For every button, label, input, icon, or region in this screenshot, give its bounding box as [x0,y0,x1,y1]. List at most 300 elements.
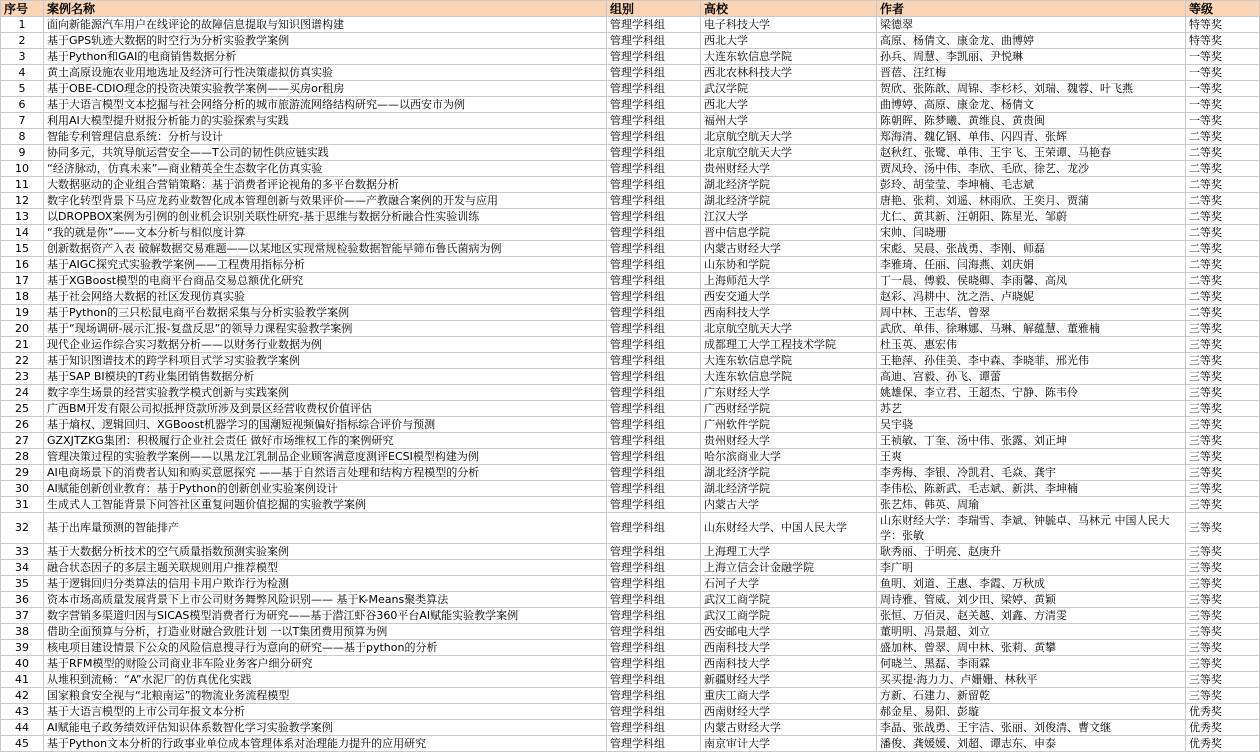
cell-level: 一等奖 [1186,49,1260,65]
cell-school: 贵州财经大学 [701,433,877,449]
cell-group: 管理学科组 [607,321,701,337]
table-row [1,624,1260,640]
table-row [1,417,1260,433]
cell-index: 15 [1,241,44,257]
cell-case-name: 面向新能源汽车用户在线评论的故障信息提取与知识图谱构建 [44,17,607,33]
cell-authors: 董明明、冯景超、刘立 [877,624,1186,640]
cell-school: 内蒙古大学 [701,497,877,513]
cell-level: 三等奖 [1186,608,1260,624]
cell-case-name: 国家粮食安全视与“北粮南运”的物流业务流程模型 [44,688,607,704]
cell-case-name: 基于大语言模型的上市公司年报文本分析 [44,704,607,720]
cell-level: 三等奖 [1186,497,1260,513]
cell-level: 三等奖 [1186,385,1260,401]
table-row [1,433,1260,449]
cell-group: 管理学科组 [607,177,701,193]
cell-school: 贵州财经大学 [701,161,877,177]
cell-authors: 宋彪、吴晨、张战勇、李刚、师磊 [877,241,1186,257]
cell-group: 管理学科组 [607,305,701,321]
cell-group: 管理学科组 [607,688,701,704]
cell-group: 管理学科组 [607,497,701,513]
table-row [1,353,1260,369]
cell-authors: 周中林、王志华、曾翠 [877,305,1186,321]
cell-group: 管理学科组 [607,97,701,113]
cell-index: 32 [1,513,44,544]
table-row [1,193,1260,209]
cell-group: 管理学科组 [607,17,701,33]
cell-group: 管理学科组 [607,449,701,465]
cell-school: 北京航空航天大学 [701,145,877,161]
cell-school: 电子科技大学 [701,17,877,33]
cell-index: 38 [1,624,44,640]
table-row [1,560,1260,576]
cell-index: 22 [1,353,44,369]
cell-index: 16 [1,257,44,273]
cell-group: 管理学科组 [607,592,701,608]
cell-school: 湖北经济学院 [701,177,877,193]
cell-index: 14 [1,225,44,241]
cell-case-name: 核电项目建设情景下公众的风险信息搜寻行为意向的研究——基于python的分析 [44,640,607,656]
cell-school: 北京航空航天大学 [701,129,877,145]
cell-level: 二等奖 [1186,289,1260,305]
cell-case-name: AI赋能创新创业教育：基于Python的创新创业实验案例设计 [44,481,607,497]
cell-level: 三等奖 [1186,369,1260,385]
cell-index: 35 [1,576,44,592]
cell-school: 江汉大学 [701,209,877,225]
cell-index: 9 [1,145,44,161]
cell-school: 福州大学 [701,113,877,129]
cell-case-name: 数字孪生场景的经营实验教学模式创新与实践案例 [44,385,607,401]
cell-index: 25 [1,401,44,417]
cell-case-name: 生成式人工智能背景下问答社区重复问题价值挖掘的实验教学案例 [44,497,607,513]
cell-level: 三等奖 [1186,592,1260,608]
cell-index: 4 [1,65,44,81]
cell-school: 西南财经大学 [701,704,877,720]
cell-authors: 梁德翠 [877,17,1186,33]
cell-index: 19 [1,305,44,321]
cell-group: 管理学科组 [607,33,701,49]
cell-index: 30 [1,481,44,497]
cell-school: 石河子大学 [701,576,877,592]
cell-case-name: 基于AIGC探究式实验教学案例——工程费用指标分析 [44,257,607,273]
table-row [1,720,1260,736]
cell-group: 管理学科组 [607,720,701,736]
cell-index: 40 [1,656,44,672]
table-row [1,465,1260,481]
cell-case-name: 以DROPBOX案例为引例的创业机会识别关联性研究-基于思维与数据分析融合性实验训练 [44,209,607,225]
cell-authors: 姚雄保、李立君、王超杰、宁静、陈韦伶 [877,385,1186,401]
cell-school: 重庆工商大学 [701,688,877,704]
cell-authors: 王艳萍、孙佳美、李中森、李晓菲、邢光伟 [877,353,1186,369]
cell-group: 管理学科组 [607,560,701,576]
cell-group: 管理学科组 [607,513,701,544]
cell-case-name: 现代企业运作综合实习数据分析——以财务行业数据为例 [44,337,607,353]
cell-level: 二等奖 [1186,129,1260,145]
cell-school: 山东财经大学、中国人民大学 [701,513,877,544]
table-row [1,177,1260,193]
cell-school: 西南科技大学 [701,640,877,656]
cell-index: 5 [1,81,44,97]
cell-school: 湖北经济学院 [701,465,877,481]
cell-index: 17 [1,273,44,289]
cell-group: 管理学科组 [607,145,701,161]
cell-level: 一等奖 [1186,65,1260,81]
table-row [1,145,1260,161]
cell-level: 一等奖 [1186,113,1260,129]
cell-index: 24 [1,385,44,401]
cell-level: 三等奖 [1186,640,1260,656]
cell-authors: 方新、石建力、新留乾 [877,688,1186,704]
cell-authors: 杜玉英、惠宏伟 [877,337,1186,353]
cell-level: 二等奖 [1186,161,1260,177]
cell-level: 三等奖 [1186,624,1260,640]
table-row [1,497,1260,513]
table-row [1,65,1260,81]
cell-school: 内蒙古财经大学 [701,720,877,736]
cell-case-name: AI电商场景下的消费者认知和购买意愿探究 ——基于自然语言处理和结构方程模型的分析 [44,465,607,481]
cell-index: 12 [1,193,44,209]
cell-school: 新疆财经大学 [701,672,877,688]
cell-case-name: 基于大语言模型文本挖掘与社会网络分析的城市旅游流网络结构研究——以西安市为例 [44,97,607,113]
cell-case-name: “我的就是你”——文本分析与相似度计算 [44,225,607,241]
cell-school: 南京审计大学 [701,736,877,752]
cell-group: 管理学科组 [607,113,701,129]
cell-case-name: 基于逻辑回归分类算法的信用卡用户欺诈行为检测 [44,576,607,592]
cell-group: 管理学科组 [607,129,701,145]
header-case-name: 案例名称 [44,1,607,17]
cell-case-name: 基于知识图谱技术的跨学科项目式学习实验教学案例 [44,353,607,369]
cell-authors: 王爽 [877,449,1186,465]
cell-case-name: 智能专利管理信息系统：分析与设计 [44,129,607,145]
cell-level: 二等奖 [1186,209,1260,225]
cell-level: 三等奖 [1186,337,1260,353]
cell-level: 二等奖 [1186,305,1260,321]
cell-level: 二等奖 [1186,177,1260,193]
cell-authors: 耿秀丽、于明亮、赵庚升 [877,544,1186,560]
cell-level: 三等奖 [1186,417,1260,433]
cell-index: 43 [1,704,44,720]
cell-group: 管理学科组 [607,209,701,225]
table-row [1,704,1260,720]
cell-authors: 高迪、宫毅、孙飞、谭蕾 [877,369,1186,385]
header-row [1,1,1260,17]
cell-authors: 李晶、张战勇、王宇洁、张丽、刘俊清、曹文继 [877,720,1186,736]
header-index: 序号 [1,1,44,17]
cell-case-name: 黄土高原设施农业用地选址及经济可行性决策虚拟仿真实验 [44,65,607,81]
cell-index: 8 [1,129,44,145]
cell-case-name: 基于OBE-CDIO理念的投资决策实验教学案例——买房or租房 [44,81,607,97]
cell-index: 23 [1,369,44,385]
cell-school: 西北大学 [701,33,877,49]
cell-authors: 唐艳、张莉、刘遥、林雨欣、王奕月、贾蒲 [877,193,1186,209]
cell-authors: 曲博婷、高原、康金龙、杨倩文 [877,97,1186,113]
cell-case-name: 数字化转型背景下马应龙药业数智化成本管理创新与效果评价——产教融合案例的开发与应用 [44,193,607,209]
cell-case-name: 基于SAP BI模块的T药业集团销售数据分析 [44,369,607,385]
cell-index: 37 [1,608,44,624]
cell-group: 管理学科组 [607,672,701,688]
cell-index: 21 [1,337,44,353]
cell-index: 20 [1,321,44,337]
cell-level: 优秀奖 [1186,736,1260,752]
cell-level: 三等奖 [1186,688,1260,704]
cell-case-name: 基于GPS轨迹大数据的时空行为分析实验教学案例 [44,33,607,49]
cell-case-name: 基于熵权、逻辑回归、XGBoost机器学习的国潮短视频偏好指标综合评价与预测 [44,417,607,433]
table-row [1,289,1260,305]
cell-case-name: 创新数据资产入表 破解数据交易难题——以某地区实现常规检验数据智能早筛布鲁氏菌病为例 [44,241,607,257]
table-row [1,49,1260,65]
table-row [1,273,1260,289]
cell-school: 武汉学院 [701,81,877,97]
cell-group: 管理学科组 [607,225,701,241]
cell-group: 管理学科组 [607,353,701,369]
cell-authors: 吴宇骁 [877,417,1186,433]
cell-school: 晋中信息学院 [701,225,877,241]
table-row [1,481,1260,497]
table-row [1,544,1260,560]
cell-case-name: 数字营销多渠道归因与SICAS模型消费者行为研究——基于潜江虾谷360平台AI赋能实验教学案例 [44,608,607,624]
cell-case-name: 基于大数据分析技术的空气质量指数预测实验案例 [44,544,607,560]
cell-case-name: 基于Python的三只松鼠电商平台数据采集与分析实验教学案例 [44,305,607,321]
cell-index: 41 [1,672,44,688]
cell-index: 18 [1,289,44,305]
cell-authors: 彭玲、胡莹莹、李坤楠、毛志斌 [877,177,1186,193]
cell-index: 13 [1,209,44,225]
cell-level: 二等奖 [1186,193,1260,209]
cell-group: 管理学科组 [607,576,701,592]
cell-level: 三等奖 [1186,433,1260,449]
cell-case-name: 大数据驱动的企业组合营销策略：基于消费者评论视角的多平台数据分析 [44,177,607,193]
cell-authors: 赵彩、冯耕中、沈之浩、卢晓妮 [877,289,1186,305]
table-row [1,161,1260,177]
cell-group: 管理学科组 [607,433,701,449]
cell-authors: 李广明 [877,560,1186,576]
table-row [1,81,1260,97]
table-row [1,672,1260,688]
cell-level: 三等奖 [1186,576,1260,592]
cell-level: 优秀奖 [1186,704,1260,720]
cell-group: 管理学科组 [607,417,701,433]
cell-school: 西安交通大学 [701,289,877,305]
cell-index: 7 [1,113,44,129]
cell-index: 33 [1,544,44,560]
table-row [1,97,1260,113]
header-group: 组别 [607,1,701,17]
cell-level: 三等奖 [1186,481,1260,497]
cell-index: 39 [1,640,44,656]
table-row [1,513,1260,544]
cell-authors: 赵秋红、张鹭、单伟、王宇飞、王荣谭、马艳春 [877,145,1186,161]
cell-authors: 周诗雅、管威、刘少田、梁婷、黄颖 [877,592,1186,608]
table-row [1,385,1260,401]
cell-authors: 李秀梅、李银、冷凯君、毛焱、龚宇 [877,465,1186,481]
cell-index: 26 [1,417,44,433]
cell-school: 湖北经济学院 [701,481,877,497]
table-row [1,688,1260,704]
cell-case-name: 借助全面预算与分析，打造业财融合致胜计划 一以T集团费用预算为例 [44,624,607,640]
cell-school: 上海理工大学 [701,544,877,560]
cell-authors: 山东财经大学：李瑞雪、李斌、钟毓卓、马林元 中国人民大学：张敏 [877,513,1186,544]
cell-group: 管理学科组 [607,337,701,353]
cell-index: 29 [1,465,44,481]
cell-index: 36 [1,592,44,608]
cell-school: 湖北经济学院 [701,193,877,209]
cell-level: 三等奖 [1186,513,1260,544]
cell-case-name: 融合状态因子的多层主题关联规则用户推荐模型 [44,560,607,576]
cell-group: 管理学科组 [607,369,701,385]
cell-group: 管理学科组 [607,736,701,752]
table-row [1,17,1260,33]
table-row [1,401,1260,417]
cell-case-name: 管理决策过程的实验教学案例——以黑龙江乳制品企业顾客满意度测评ECSI模型构建为例 [44,449,607,465]
cell-authors: 张艺炜、韩英、周瑜 [877,497,1186,513]
cell-level: 三等奖 [1186,672,1260,688]
cell-index: 6 [1,97,44,113]
table-row [1,449,1260,465]
table-row [1,656,1260,672]
cell-case-name: GZXJTZKG集团：积极履行企业社会责任 做好市场维权工作的案例研究 [44,433,607,449]
cell-group: 管理学科组 [607,624,701,640]
cell-group: 管理学科组 [607,608,701,624]
cell-authors: 高原、杨倩文、康金龙、曲博婷 [877,33,1186,49]
cell-group: 管理学科组 [607,640,701,656]
cell-school: 大连东软信息学院 [701,49,877,65]
cell-level: 三等奖 [1186,544,1260,560]
cell-level: 三等奖 [1186,656,1260,672]
table-row [1,33,1260,49]
cell-school: 武汉工商学院 [701,592,877,608]
cell-level: 一等奖 [1186,97,1260,113]
cell-authors: 李伟松、陈新武、毛志斌、新洪、李坤楠 [877,481,1186,497]
cell-index: 28 [1,449,44,465]
cell-authors: 孙兵、周慧、李凯丽、尹悦琳 [877,49,1186,65]
cell-group: 管理学科组 [607,544,701,560]
cell-authors: 张恒、万佰灵、赵关越、刘鑫、方清雯 [877,608,1186,624]
cell-school: 哈尔滨商业大学 [701,449,877,465]
table-row [1,113,1260,129]
table-row [1,337,1260,353]
cell-school: 西安邮电大学 [701,624,877,640]
cell-authors: 盛加林、曾翠、周中林、张莉、黄攀 [877,640,1186,656]
cell-authors: 陈朝晖、陈梦曦、黄维良、黄贵闽 [877,113,1186,129]
cell-case-name: “经济脉动，仿真未来”—商业精英全生态数字化仿真实验 [44,161,607,177]
table-row [1,576,1260,592]
cell-level: 三等奖 [1186,449,1260,465]
cell-authors: 鱼明、刘道、王惠、李霞、万秋成 [877,576,1186,592]
cell-level: 三等奖 [1186,401,1260,417]
cell-index: 44 [1,720,44,736]
cell-index: 27 [1,433,44,449]
table-row [1,209,1260,225]
cell-case-name: 协同多元，共筑导航运营安全——T公司的韧性供应链实践 [44,145,607,161]
cell-authors: 王祯敏、丁奎、汤中伟、张露、刘正坤 [877,433,1186,449]
cell-level: 三等奖 [1186,560,1260,576]
cell-authors: 苏艺 [877,401,1186,417]
cell-school: 上海立信会计金融学院 [701,560,877,576]
cell-index: 34 [1,560,44,576]
cell-index: 31 [1,497,44,513]
cell-authors: 武欣、单伟、徐琳娜、马琳、解蕴慧、董雅楠 [877,321,1186,337]
cell-case-name: AI赋能电子政务绩效评估知识体系数智化学习实验教学案例 [44,720,607,736]
table-row [1,640,1260,656]
cell-group: 管理学科组 [607,161,701,177]
cell-school: 山东协和学院 [701,257,877,273]
header-authors: 作者 [877,1,1186,17]
cell-group: 管理学科组 [607,289,701,305]
cell-index: 10 [1,161,44,177]
cell-authors: 贾凤玲、汤中伟、李欣、毛欣、徐艺、龙沙 [877,161,1186,177]
cell-group: 管理学科组 [607,81,701,97]
cell-school: 内蒙古财经大学 [701,241,877,257]
cell-case-name: 基于“现场调研-展示汇报-复盘反思”的领导力课程实验教学案例 [44,321,607,337]
cell-school: 广东财经大学 [701,385,877,401]
cell-school: 大连东软信息学院 [701,369,877,385]
cell-level: 二等奖 [1186,145,1260,161]
cell-school: 广州软件学院 [701,417,877,433]
cell-group: 管理学科组 [607,465,701,481]
cell-school: 大连东软信息学院 [701,353,877,369]
table-row [1,369,1260,385]
cell-school: 武汉工商学院 [701,608,877,624]
cell-case-name: 基于Python文本分析的行政事业单位成本管理体系对治理能力提升的应用研究 [44,736,607,752]
table-row [1,592,1260,608]
cell-authors: 郑海清、魏亿钢、单伟、闪四青、张辉 [877,129,1186,145]
cell-school: 西南科技大学 [701,656,877,672]
cell-authors: 郝金星、易阳、彭璇 [877,704,1186,720]
cell-school: 北京航空航天大学 [701,321,877,337]
cell-school: 广西财经学院 [701,401,877,417]
cell-case-name: 资本市场高质量发展背景下上市公司财务舞弊风险识别—— 基于K-Means聚类算法 [44,592,607,608]
cell-level: 三等奖 [1186,465,1260,481]
cell-school: 西北大学 [701,97,877,113]
cell-school: 西南科技大学 [701,305,877,321]
cell-level: 二等奖 [1186,273,1260,289]
cell-case-name: 利用AI大模型提升财报分析能力的实验探索与实践 [44,113,607,129]
cell-authors: 贺欣、张陈歆、周锦、李杉杉、刘瑞、魏蓉、叶飞燕 [877,81,1186,97]
cell-school: 西北农林科技大学 [701,65,877,81]
cell-authors: 李雅琦、任丽、闫海燕、刘庆娟 [877,257,1186,273]
cell-level: 优秀奖 [1186,720,1260,736]
cell-group: 管理学科组 [607,656,701,672]
cell-level: 三等奖 [1186,353,1260,369]
cell-authors: 丁一晨、傅毅、侯晓卿、李雨馨、高凤 [877,273,1186,289]
cell-level: 三等奖 [1186,321,1260,337]
cell-case-name: 基于社会网络大数据的社区发现仿真实验 [44,289,607,305]
cell-group: 管理学科组 [607,257,701,273]
cell-authors: 宋帅、闫晓珊 [877,225,1186,241]
cell-group: 管理学科组 [607,241,701,257]
cell-level: 二等奖 [1186,257,1260,273]
cell-authors: 尤仁、黄其新、汪朝阳、陈星光、邹蔚 [877,209,1186,225]
cell-case-name: 从堆积到流畅：“A”水泥厂的仿真优化实践 [44,672,607,688]
cell-case-name: 基于Python和GAI的电商销售数据分析 [44,49,607,65]
cell-case-name: 广西BM开发有限公司拟抵押贷款所涉及到景区经营收费权价值评估 [44,401,607,417]
cell-index: 2 [1,33,44,49]
cell-index: 3 [1,49,44,65]
cell-index: 42 [1,688,44,704]
cell-level: 二等奖 [1186,225,1260,241]
header-level: 等级 [1186,1,1260,17]
table-row [1,241,1260,257]
cell-case-name: 基于XGBoost模型的电商平台商品交易总额优化研究 [44,273,607,289]
cell-group: 管理学科组 [607,49,701,65]
cell-school: 上海师范大学 [701,273,877,289]
cell-school: 成都理工大学工程技术学院 [701,337,877,353]
cell-authors: 晋蓓、汪红梅 [877,65,1186,81]
cell-authors: 潘俊、龚媛媛、刘超、谭志东、申泰 [877,736,1186,752]
cell-group: 管理学科组 [607,65,701,81]
cell-level: 特等奖 [1186,17,1260,33]
cell-authors: 何晓兰、黑磊、李雨霖 [877,656,1186,672]
cell-group: 管理学科组 [607,401,701,417]
